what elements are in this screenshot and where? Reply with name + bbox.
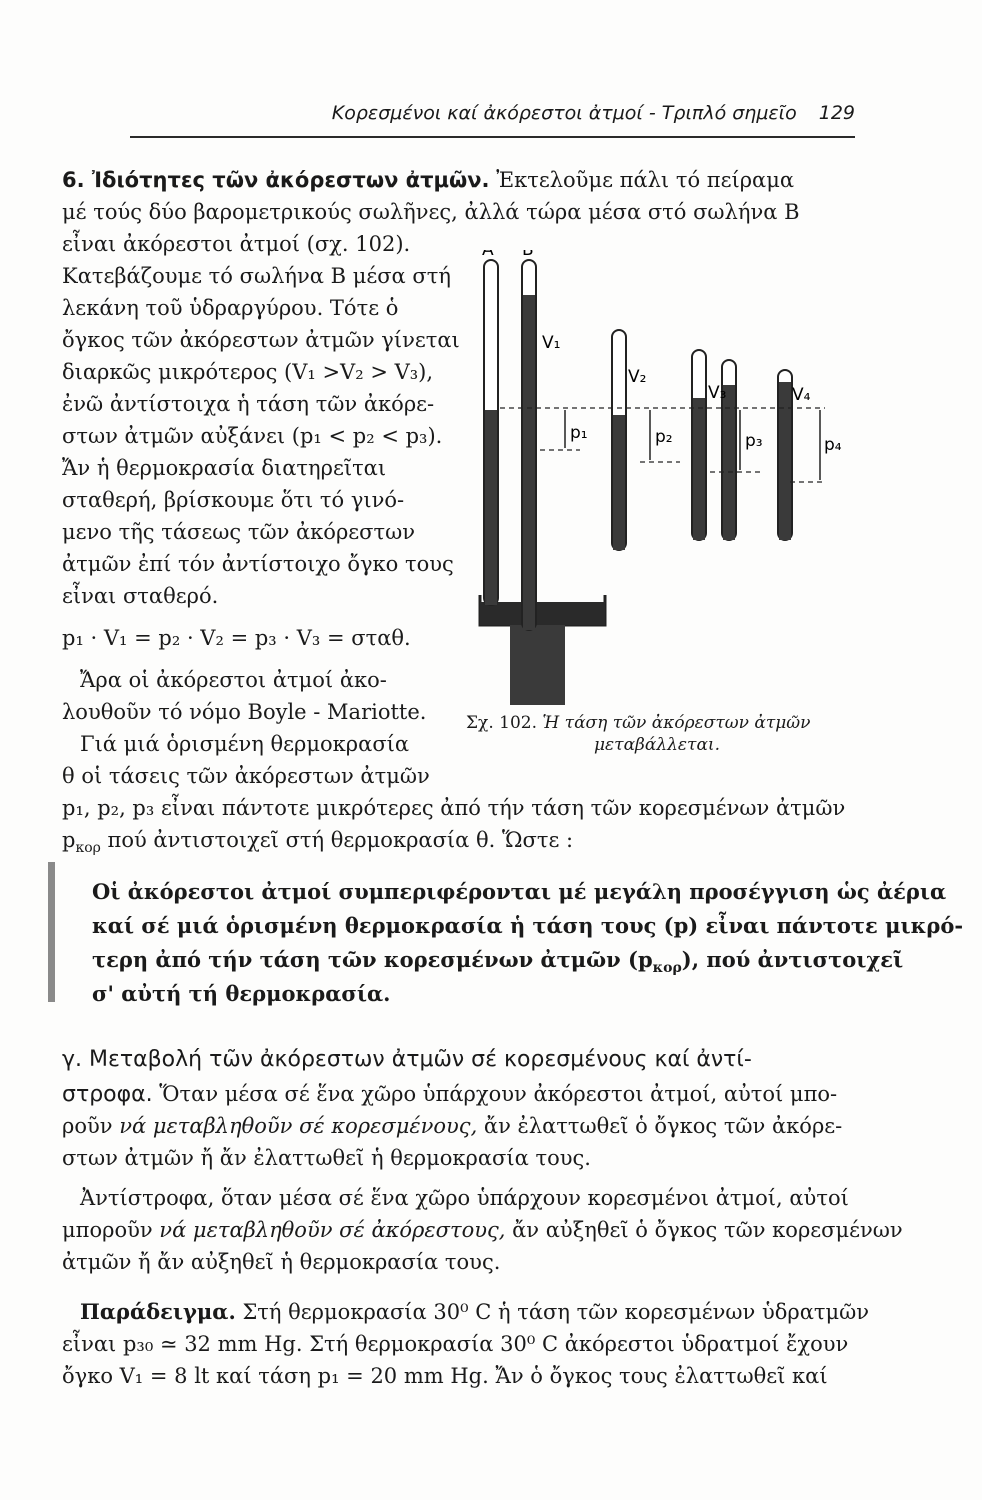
p1-label: p₁	[570, 423, 588, 443]
label-a: A	[482, 250, 494, 260]
example-line-1: Παράδειγμα. Στή θερμοκρασία 30⁰ C ἡ τάση τῶν κορεσμένων ὑδρατμῶν	[80, 1299, 870, 1324]
example-line-2: εἶναι p₃₀ ≃ 32 mm Hg. Στή θερμοκρασία 30⁰ C ἀκόρεστοι ὑδρατμοί ἔχουν	[62, 1332, 849, 1356]
basin-deep-well	[510, 625, 565, 705]
text-line: ἐνῶ ἀντίστοιχα ἡ τάση τῶν ἀκόρε-	[62, 392, 435, 416]
section-g-heading: γ. Μεταβολή τῶν ἀκόρεστων ἀτμῶν σέ κορεσμένους καί ἀντί-	[62, 1047, 752, 1072]
mercury-in-basin	[480, 602, 605, 625]
text-line: μποροῦν νά μεταβληθοῦν σέ ἀκόρεστους, ἄν αὐξηθεῖ ὁ ὄγκος τῶν κορεσμένων	[62, 1218, 903, 1242]
v2-label: V₂	[628, 367, 647, 387]
text-line: $p_{\kappa o\rho}$ πού ἀντιστοιχεῖ στή θερμοκρασία θ. Ὥστε :	[62, 828, 574, 856]
tube-v2-mercury	[693, 398, 705, 540]
text-line: ἀτμῶν ἐπί τόν ἀντίστοιχο ὄγκο τους	[62, 552, 454, 576]
v4-label: V₄	[792, 385, 811, 405]
text-line: Κατεβάζουμε τό σωλήνα Β μέσα στή	[62, 264, 451, 288]
figure-102	[460, 250, 860, 720]
caption-text-2: μεταβάλλεται.	[594, 735, 720, 755]
text-line: διαρκῶς μικρότερος (V₁ >V₂ > V₃),	[62, 360, 434, 384]
text-line: στων ἀτμῶν ἤ ἄν ἐλαττωθεῖ ἡ θερμοκρασία τους.	[62, 1146, 591, 1170]
page-number: 129	[818, 102, 855, 124]
rule-line-1: Οἱ ἀκόρεστοι ἀτμοί συμπεριφέρονται μέ μεγάλη προσέγγιση ὡς ἀέρια	[92, 879, 947, 904]
p3-label: p₃	[745, 431, 763, 451]
tube-v1-mercury	[613, 415, 625, 550]
text-line: εἶναι ἀκόρεστοι ἀτμοί (σχ. 102).	[62, 232, 411, 256]
text-line: p₁, p₂, p₃ εἶναι πάντοτε μικρότερες ἀπό τήν τάση τῶν κορεσμένων ἀτμῶν	[62, 796, 846, 820]
tube-b-mercury	[523, 295, 535, 630]
text-line: στροφα. Ὅταν μέσα σέ ἕνα χῶρο ὑπάρχουν ἀκόρεστοι ἀτμοί, αὐτοί μπο-	[62, 1082, 838, 1107]
rule-line-4: σ' αὐτή τή θερμοκρασία.	[92, 981, 391, 1006]
text-line: μέ τούς δύο βαρομετρικούς σωλῆνες, ἀλλά τώρα μέσα στό σωλήνα Β	[62, 200, 800, 224]
rule-line-2: καί σέ μιά ὁρισμένη θερμοκρασία ἡ τάση τους (p) εἶναι πάντοτε μικρό-	[92, 913, 964, 938]
text-line: Ἄν ἡ θερμοκρασία διατηρεῖται	[62, 456, 387, 480]
example-label: Παράδειγμα.	[80, 1299, 236, 1324]
text-line: ὄγκος τῶν ἀκόρεστων ἀτμῶν γίνεται	[62, 328, 460, 352]
example-line-3: ὄγκο V₁ = 8 lt καί τάση p₁ = 20 mm Hg. Ἄν ὁ ὄγκος τους ἐλαττωθεῖ καί	[62, 1364, 828, 1388]
tube-v4-mercury	[779, 382, 791, 540]
text-line: σταθερή, βρίσκουμε ὅτι τό γινό-	[62, 488, 405, 512]
p2-label: p₂	[655, 427, 673, 447]
p4-label: p₄	[824, 435, 842, 455]
section-b-line-1: 6. Ἰδιότητες τῶν ἀκόρεστων ἀτμῶν. Ἐκτελοῦμε πάλι τό πείραμα	[62, 168, 795, 192]
text-line: θ οἱ τάσεις τῶν ἀκόρεστων ἀτμῶν	[62, 764, 430, 788]
label-b: B	[522, 250, 534, 260]
text-line: εἶναι σταθερό.	[62, 584, 219, 608]
running-header	[330, 102, 855, 132]
text-line: Ἄρα οἱ ἀκόρεστοι ἀτμοί ἀκο-	[80, 668, 387, 692]
caption-prefix: Σχ. 102.	[466, 713, 537, 733]
running-title: Κορεσμένοι καί ἀκόρεστοι ἀτμοί - Τριπλό σημεῖο	[331, 102, 797, 124]
figure-caption	[466, 712, 856, 756]
rule-line-3: τερη ἀπό τήν τάση τῶν κορεσμένων ἀτμῶν $(p_{\kappa o\rho})$, πού ἀντιστοιχεῖ	[92, 947, 904, 976]
tube-a-mercury	[485, 410, 497, 605]
text-line: Γιά μιά ὁρισμένη θερμοκρασία	[80, 732, 410, 756]
caption-text: Ἡ τάση τῶν ἀκόρεστων ἀτμῶν	[542, 713, 811, 733]
rule-sidebar-bar	[48, 862, 55, 1002]
text-line: στων ἀτμῶν αὐξάνει (p₁ < p₂ < p₃).	[62, 424, 443, 448]
text-line: Ἀντίστροφα, ὅταν μέσα σέ ἕνα χῶρο ὑπάρχουν κορεσμένοι ἀτμοί, αὐτοί	[80, 1186, 849, 1210]
v3-label: V₃	[708, 383, 727, 403]
section-b-heading: 6. Ἰδιότητες τῶν ἀκόρεστων ἀτμῶν.	[62, 168, 490, 192]
text-line: λουθοῦν τό νόμο Boyle - Mariotte.	[62, 700, 427, 724]
boyle-formula: p₁ · V₁ = p₂ · V₂ = p₃ · V₃ = σταθ.	[62, 626, 411, 650]
v1-label: V₁	[542, 333, 561, 353]
text-line: ροῦν νά μεταβληθοῦν σέ κορεσμένους, ἄν ἐλαττωθεῖ ὁ ὄγκος τῶν ἀκόρε-	[62, 1114, 843, 1138]
text-line: ἀτμῶν ἤ ἄν αὐξηθεῖ ἡ θερμοκρασία τους.	[62, 1250, 501, 1274]
header-rule	[130, 136, 855, 138]
text-line: λεκάνη τοῦ ὑδραργύρου. Τότε ὁ	[62, 296, 399, 320]
barometer-tubes-diagram	[460, 250, 860, 720]
text-line: μενο τῆς τάσεως τῶν ἀκόρεστων	[62, 520, 416, 544]
